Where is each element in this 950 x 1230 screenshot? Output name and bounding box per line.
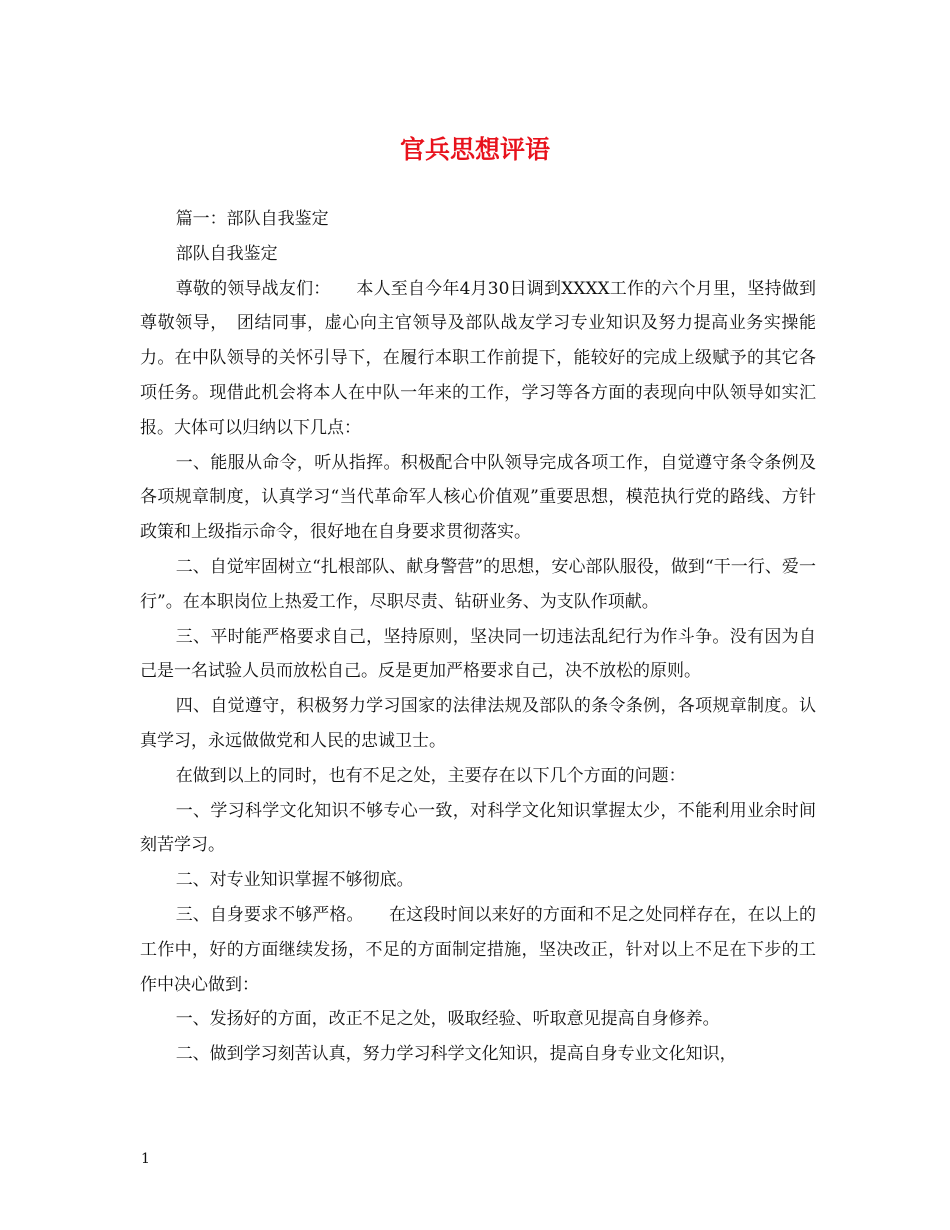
document-title: 官兵思想评语 [399,135,550,164]
paragraph: 三、平时能严格要求自己，坚持原则，坚决同一切违法乱纪行为作斗争。没有因为自己是一名试验人员而放松自己。反是更加严格要求自己，决不放松的原则。 [140,626,816,682]
page-number: 1 [141,1151,150,1167]
paragraph: 二、自觉牢固树立“扎根部队、献身警营”的思想，安心部队服役，做到“干一行、爱一行”。在本职岗位上热爱工作，尽职尽责、钻研业务、为支队作项献。 [140,556,816,612]
paragraph: 一、能服从命令，听从指挥。积极配合中队领导完成各项工作，自觉遵守条令条例及各项规章制度，认真学习“当代革命军人核心价值观”重要思想，模范执行党的路线、方针政策和上级指示命令，很好地在自身要求贯彻落实。 [140,452,816,543]
document-body [140,202,816,1072]
paragraph: 四、自觉遵守，积极努力学习国家的法律法规及部队的条令条例，各项规章制度。认真学习，永远做做党和人民的忠诚卫士。 [140,696,816,751]
paragraph: 二、做到学习刻苦认真，努力学习科学文化知识，提高自身专业文化知识， [175,1044,737,1065]
paragraph: 在做到以上的同时，也有不足之处，主要存在以下几个方面的问题： [175,765,686,786]
paragraph: 一、学习科学文化知识不够专心一致，对科学文化知识掌握太少，不能利用业余时间刻苦学习。 [140,800,816,856]
paragraph-subheading: 部队自我鉴定 [175,243,278,264]
paragraph: 尊敬的领导战友们： 本人至自今年4月30日调到XXXX工作的六个月里，坚持做到尊敬领导， 团结同事，虚心向主官领导及部队战友学习专业知识及努力提高业务实操能力。在中队领导的关怀引导下，在履行本职工作前提下，能较好的完成上级赋予的其它各项任务。现借此机会将本人在中队一年来的工作，学习等各方面的表现向中队领导如实汇报。大体可以归纳以下几点： [140,278,816,438]
paragraph: 二、对专业知识掌握不够彻底。 [175,870,414,891]
paragraph: 三、自身要求不够严格。 在这段时间以来好的方面和不足之处同样存在，在以上的工作中，好的方面继续发扬，不足的方面制定措施，坚决改正，针对以上不足在下步的工作中决心做到： [140,904,816,995]
paragraph: 一、发扬好的方面，改正不足之处，吸取经验、听取意见提高自身修养。 [175,1009,720,1030]
paragraph-section-heading: 篇一：部队自我鉴定 [175,209,329,229]
